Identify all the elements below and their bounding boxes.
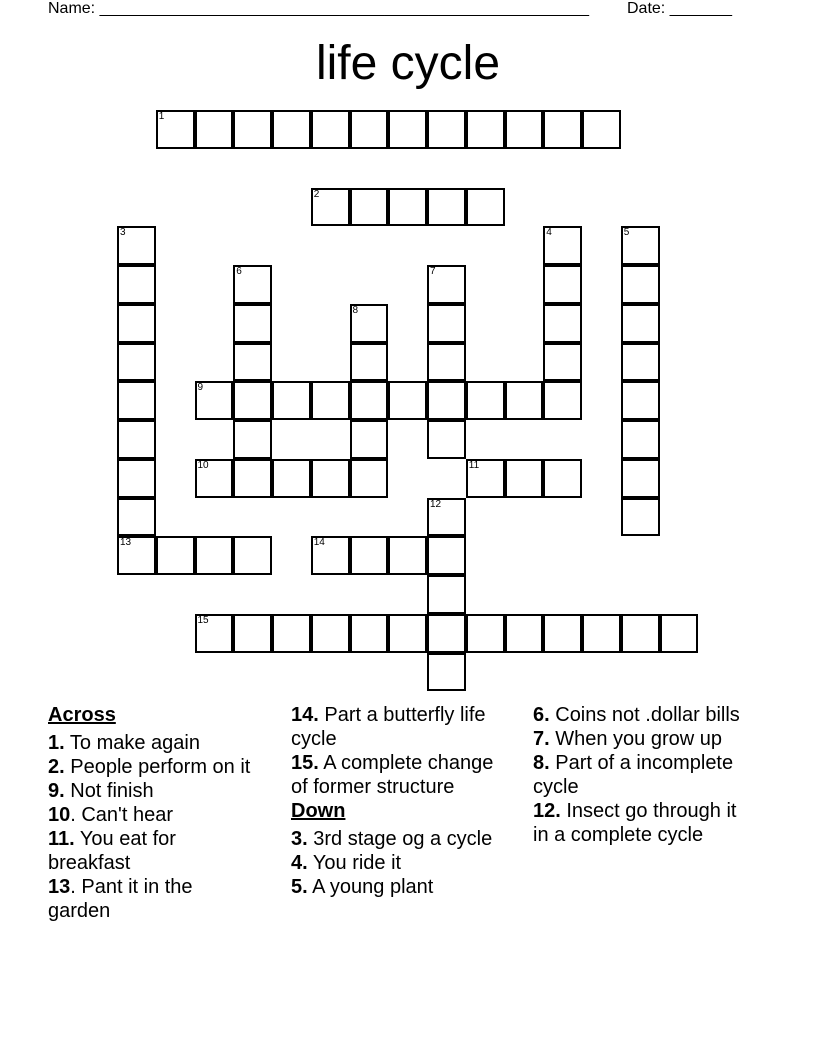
grid-cell[interactable]: [505, 110, 544, 149]
grid-cell[interactable]: [543, 459, 582, 498]
grid-cell[interactable]: [388, 381, 427, 420]
puzzle-title: life cycle: [315, 37, 501, 90]
grid-cell[interactable]: [543, 265, 582, 304]
clue-column-2: [291, 703, 501, 899]
grid-cell[interactable]: [350, 614, 389, 653]
grid-cell[interactable]: [350, 420, 389, 459]
grid-cell[interactable]: [427, 653, 466, 692]
grid-cell[interactable]: [427, 304, 466, 343]
grid-cell[interactable]: [233, 536, 272, 575]
grid-cell[interactable]: [621, 265, 660, 304]
grid-cell[interactable]: [621, 420, 660, 459]
grid-cell[interactable]: [272, 459, 311, 498]
grid-cell[interactable]: [621, 381, 660, 420]
grid-cell[interactable]: [466, 614, 505, 653]
grid-cell[interactable]: [621, 343, 660, 382]
grid-cell[interactable]: [388, 536, 427, 575]
grid-cell[interactable]: [621, 498, 660, 537]
grid-cell[interactable]: [117, 304, 156, 343]
clue-across-1: 1. To make again: [48, 732, 200, 754]
clue-down-5: 5. A young plant: [291, 876, 434, 898]
grid-cell[interactable]: [233, 614, 272, 653]
grid-cell[interactable]: [117, 498, 156, 537]
clue-number: 6: [236, 266, 242, 277]
grid-cell[interactable]: [311, 536, 350, 575]
grid-cell[interactable]: [621, 304, 660, 343]
name-field-label: Name: _______________________________________________________: [48, 0, 589, 17]
grid-cell[interactable]: [350, 110, 389, 149]
grid-cell[interactable]: [543, 110, 582, 149]
clue-column-1: [48, 703, 258, 923]
clue-across-15: 15. A complete change of former structure: [291, 752, 494, 798]
clue-across-11: 11. You eat for breakfast: [48, 828, 176, 874]
clue-across-2: 2. People perform on it: [48, 756, 251, 778]
grid-cell[interactable]: [621, 226, 660, 265]
grid-cell[interactable]: [427, 498, 466, 537]
grid-cell[interactable]: [117, 459, 156, 498]
grid-cell[interactable]: [466, 110, 505, 149]
clue-number: 7: [430, 266, 436, 277]
clue-number: 5: [623, 227, 630, 239]
grid-cell[interactable]: [621, 459, 660, 498]
grid-cell[interactable]: [427, 265, 466, 304]
grid-cell[interactable]: [427, 188, 466, 227]
grid-cell[interactable]: [233, 304, 272, 343]
clue-down-3: 3. 3rd stage og a cycle: [291, 828, 493, 850]
grid-cell[interactable]: [117, 536, 156, 575]
grid-cell[interactable]: [466, 381, 505, 420]
grid-cell[interactable]: [156, 110, 195, 149]
grid-cell[interactable]: [117, 343, 156, 382]
grid-cell[interactable]: [427, 110, 466, 149]
grid-cell[interactable]: [272, 614, 311, 653]
grid-cell[interactable]: [195, 381, 234, 420]
grid-cell[interactable]: [233, 343, 272, 382]
grid-cell[interactable]: [195, 110, 234, 149]
clue-across-9: 9. Not finish: [48, 780, 154, 802]
grid-cell[interactable]: [543, 614, 582, 653]
grid-cell[interactable]: [466, 459, 505, 498]
clue-down-8: 8. Part of a incomplete cycle: [533, 752, 734, 798]
grid-cell[interactable]: [272, 110, 311, 149]
grid-cell[interactable]: [582, 110, 621, 149]
grid-cell[interactable]: [311, 110, 350, 149]
grid-cell[interactable]: [195, 614, 234, 653]
clue-number: 13: [120, 537, 132, 549]
across-heading: Across: [48, 704, 116, 726]
grid-cell[interactable]: [582, 614, 621, 653]
clue-number: 15: [197, 614, 209, 626]
grid-cell[interactable]: [427, 343, 466, 382]
grid-cell[interactable]: [233, 381, 272, 420]
date-field-label: Date: _______: [627, 0, 732, 17]
grid-cell[interactable]: [117, 420, 156, 459]
grid-cell[interactable]: [233, 459, 272, 498]
grid-cell[interactable]: [350, 343, 389, 382]
grid-cell[interactable]: [195, 536, 234, 575]
clue-number: 14: [313, 537, 325, 549]
grid-cell[interactable]: [427, 575, 466, 614]
grid-cell[interactable]: [505, 459, 544, 498]
grid-cell[interactable]: [117, 226, 156, 265]
grid-cell[interactable]: [427, 614, 466, 653]
grid-cell[interactable]: [117, 381, 156, 420]
clue-number: 4: [546, 227, 552, 239]
grid-cell[interactable]: [117, 265, 156, 304]
grid-cell[interactable]: [350, 381, 389, 420]
down-heading: Down: [291, 800, 346, 822]
grid-cell[interactable]: [388, 614, 427, 653]
clue-column-3: [533, 703, 748, 847]
grid-cell[interactable]: [156, 536, 195, 575]
grid-cell[interactable]: [466, 188, 505, 227]
grid-cell[interactable]: [543, 304, 582, 343]
clue-number: 12: [430, 498, 442, 510]
grid-cell[interactable]: [311, 381, 350, 420]
grid-cell[interactable]: [272, 381, 311, 420]
grid-cell[interactable]: [388, 188, 427, 227]
clue-down-6: 6. Coins not .dollar bills: [533, 704, 740, 726]
grid-cell[interactable]: [233, 420, 272, 459]
grid-cell[interactable]: [233, 265, 272, 304]
grid-cell[interactable]: [388, 110, 427, 149]
grid-cell[interactable]: [660, 614, 699, 653]
clue-number: 1: [158, 111, 165, 122]
grid-cell[interactable]: [350, 304, 389, 343]
grid-cell[interactable]: [543, 381, 582, 420]
grid-cell[interactable]: [350, 536, 389, 575]
grid-cell[interactable]: [233, 110, 272, 149]
clue-number: 11: [468, 459, 480, 471]
clue-down-12: 12. Insect go through it in a complete cycle: [533, 800, 737, 846]
grid-cell[interactable]: [427, 420, 466, 459]
clue-across-14: 14. Part a butterfly life cycle: [291, 704, 486, 750]
clue-number: 10: [197, 459, 209, 471]
clue-down-7: 7. When you grow up: [533, 728, 723, 750]
grid-cell[interactable]: [311, 459, 350, 498]
grid-cell[interactable]: [505, 381, 544, 420]
grid-cell[interactable]: [505, 614, 544, 653]
grid-cell[interactable]: [621, 614, 660, 653]
grid-cell[interactable]: [350, 188, 389, 227]
clue-number: 2: [313, 188, 320, 200]
clue-number: 9: [197, 382, 204, 394]
grid-cell[interactable]: [543, 226, 582, 265]
clue-number: 8: [352, 304, 359, 316]
grid-cell[interactable]: [311, 614, 350, 653]
clue-across-13: 13. Pant it in the garden: [48, 876, 193, 922]
clue-number: 3: [120, 227, 126, 239]
grid-cell[interactable]: [427, 536, 466, 575]
clue-down-4: 4. You ride it: [291, 852, 402, 874]
grid-cell[interactable]: [195, 459, 234, 498]
clue-across-10: 10. Can't hear: [48, 804, 174, 826]
grid-cell[interactable]: [350, 459, 389, 498]
grid-cell[interactable]: [427, 381, 466, 420]
grid-cell[interactable]: [311, 188, 350, 227]
grid-cell[interactable]: [543, 343, 582, 382]
